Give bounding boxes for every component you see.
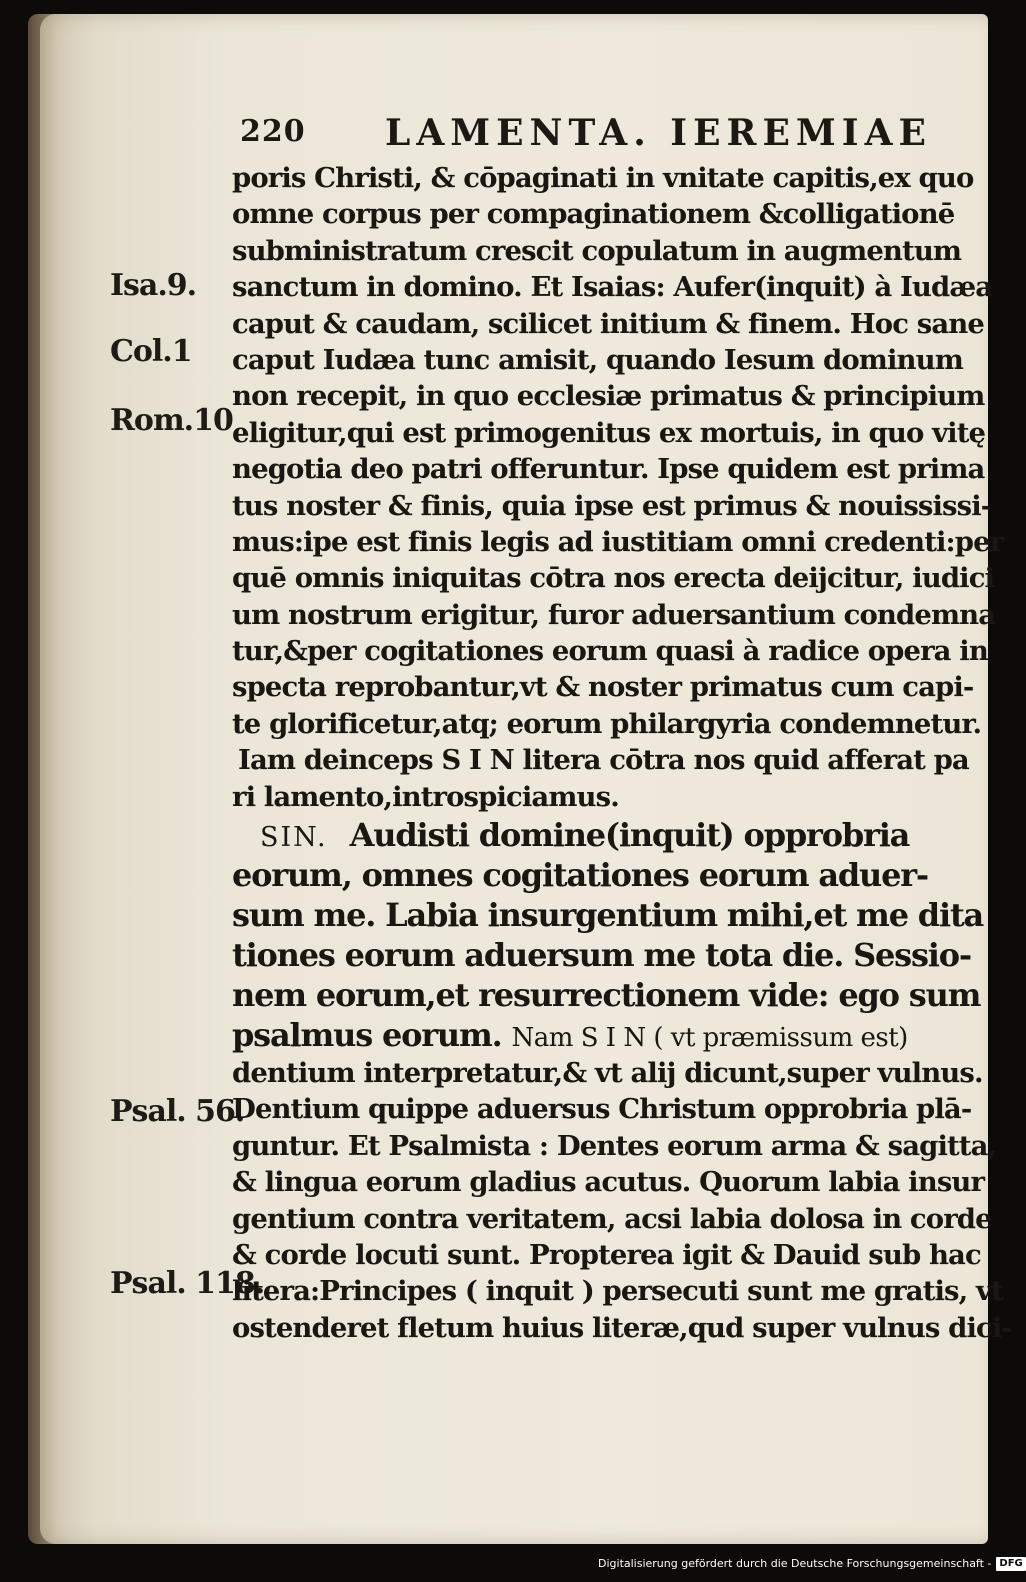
text-line: Dentium quippe aduersus Christum opprobria plā- xyxy=(232,1093,972,1126)
margin-note-psalm-118: Psal. 118. xyxy=(110,1266,265,1301)
text-line: sanctum in domino. Et Isaias: Aufer(inquit) à Iudæa xyxy=(232,271,993,304)
margin-note-isaiah: Isa.9. xyxy=(110,268,197,303)
text-line: eligitur,qui est primogenitus ex mortuis, in quo vitę xyxy=(232,416,986,449)
footer-credit-text: Digitalisierung gefördert durch die Deutsche Forschungsgemeinschaft - xyxy=(598,1557,992,1570)
text-line: omne corpus per compaginationem &colligationē xyxy=(232,198,955,231)
verse-line-first xyxy=(232,815,932,855)
text-line: subministratum crescit copulatum in augmentum xyxy=(232,234,962,267)
text-line: gentium contra veritatem, acsi labia dolosa in corde xyxy=(232,1202,992,1235)
running-title: LAMENTA. IEREMIAE xyxy=(385,112,932,154)
commentary-start: Nam S I N ( vt præmissum est) xyxy=(511,1023,908,1054)
verse-text: psalmus eorum. xyxy=(232,1016,502,1055)
text-line: dentium interpretatur,& vt alij dicunt,super vulnus. xyxy=(232,1057,983,1090)
text-line: um nostrum erigitur, furor aduersantium condemna xyxy=(232,598,996,631)
text-line: non recepit, in quo ecclesiæ primatus & principium xyxy=(232,380,985,413)
text-line: guntur. Et Psalmista : Dentes eorum arma & sagitta, xyxy=(232,1129,997,1162)
text-line: ostenderet fletum huius literæ,qud super vulnus dici- xyxy=(232,1311,1012,1344)
text-line: poris Christi, & cōpaginati in vnitate capitis,ex quo xyxy=(232,162,974,194)
text-line: & lingua eorum gladius acutus. Quorum labia insur xyxy=(232,1166,985,1199)
text-line: ri lamento,introspiciamus. xyxy=(232,780,619,813)
text-line: specta reprobantur,vt & noster primatus cum capi- xyxy=(232,671,974,704)
text-line: & corde locuti sunt. Propterea igit & Dauid sub hac xyxy=(232,1238,981,1271)
main-text xyxy=(232,160,1012,1346)
text-line: caput Iudæa tunc amisit, quando Iesum dominum xyxy=(232,343,963,376)
text-line: negotia deo patri offeruntur. Ipse quidem est prima xyxy=(232,453,985,486)
dfg-logo: DFG xyxy=(996,1557,1025,1571)
text-line: tus noster & finis, quia ipse est primus & nouississi- xyxy=(232,489,992,522)
verse-line-last xyxy=(232,1015,932,1055)
text-line: quē omnis iniquitas cōtra nos erecta deijcitur, iudici xyxy=(232,562,995,595)
text-line: caput & caudam, scilicet initium & finem. Hoc sane xyxy=(232,307,984,340)
verse-line: eorum, omnes cogitationes eorum aduer- xyxy=(232,856,928,895)
verse-line: tiones eorum aduersum me tota die. Sessio- xyxy=(232,936,971,975)
verse-line: nem eorum,et resurrectionem vide: ego sum xyxy=(232,976,981,1015)
margin-note-psalm-56: Psal. 56. xyxy=(110,1094,245,1129)
verse-label: SIN. xyxy=(260,822,328,854)
page-number: 220 xyxy=(240,114,306,149)
text-line: mus:ipe est finis legis ad iustitiam omni credenti:per xyxy=(232,525,1004,558)
page-header xyxy=(240,112,932,156)
text-line: te glorificetur,atq; eorum philargyria condemnetur. xyxy=(232,707,982,740)
text-line: Iam deinceps S I N litera cōtra nos quid afferat pa xyxy=(238,744,969,777)
margin-note-romans: Rom.10 xyxy=(110,403,233,438)
footer-credit xyxy=(598,1553,1023,1575)
margin-note-colossians: Col.1 xyxy=(110,334,192,369)
text-line: tur,&per cogitationes eorum quasi à radice opera in xyxy=(232,635,988,668)
text-line: litera:Principes ( inquit ) persecuti sunt me gratis, vt xyxy=(232,1275,1003,1308)
verse-text: Audisti domine(inquit) opprobria xyxy=(349,816,910,855)
verse-line: sum me. Labia insurgentium mihi,et me dita xyxy=(232,896,984,935)
